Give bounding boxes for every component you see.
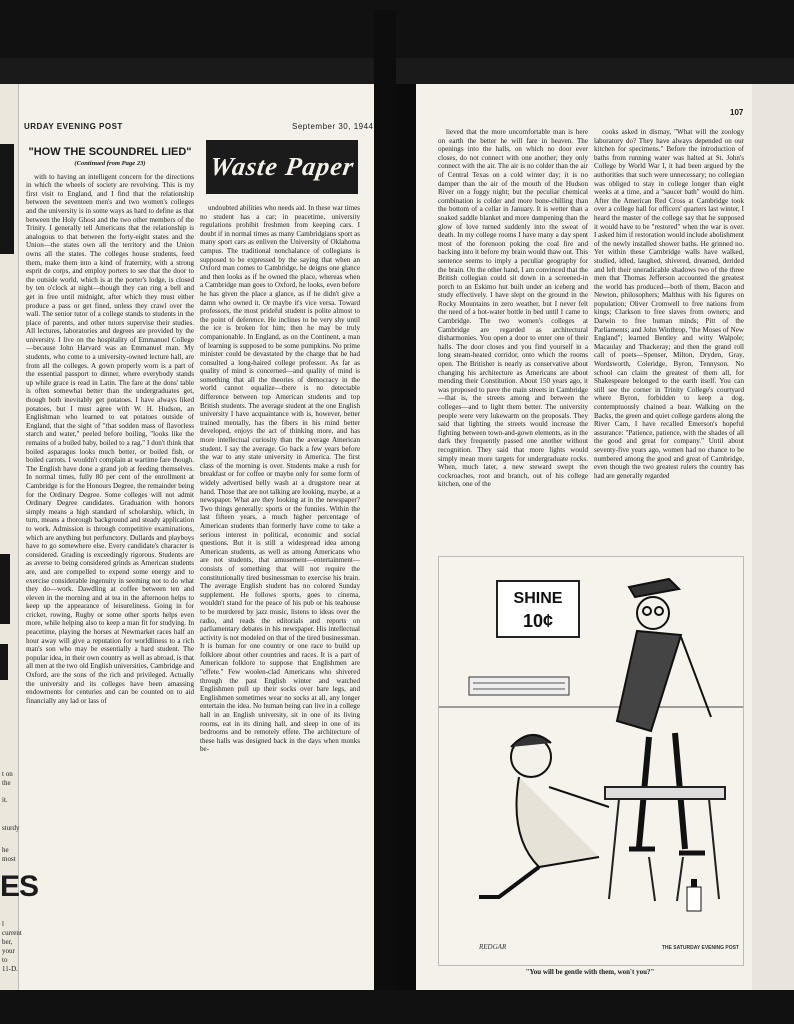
- previous-page-clipping: [0, 84, 39, 990]
- margin-fragment: he most: [2, 846, 16, 864]
- adjacent-page-strip: [752, 84, 794, 990]
- right-page: [416, 84, 752, 990]
- binding-peg: [374, 10, 396, 1024]
- cartoon-credit: THE SATURDAY EVENING POST: [661, 945, 739, 951]
- artist-signature: REDGAR: [479, 943, 507, 951]
- waste-paper-logo: [206, 140, 358, 194]
- margin-fragment: it.: [2, 796, 8, 804]
- logo-text: Waste Paper: [207, 152, 357, 181]
- sign-line-1: SHINE: [513, 590, 563, 607]
- article-body: undoubted abilities who needs aid. In these war times no student has a car; in peacetime, university regulations prohibit freshmen from keeping cars. I doubt if in normal times as many Cambridgians sport as many sport cars as enliven the University of Oklahoma campus. The traditional nonchalance of collegians is supposed to be expressed by the saying that when an Oxford man comes to Cambridge, he deigns one glance and then looks as if he owned the place, whereas when a Cambridge man goes to Oxford, he looks, even before he has given the place a glance, as if he didn't give a damn who owned it. Or maybe it's vice versa. Toward professors, the most prideful student is polite almost to the point of deference. He inclines to be very shy until the ice is broken for him; then he may be truly companionable. In England, as on the Continent, a man of learning is supposed to be some pumpkins. No prime minister could be devastated by the charge that he had consulted a long-haired college professor. As far as quality of mind is concerned—and quality of mind is something that all the theories of democracy in the world cannot equalize—there is no detectable difference between top American students and top British students. The average student at the one English university I have acquaintance with is, however, better trained mentally, has the fibers in his mind better developed, enjoys the act of thinking more, and has more intellectual curiosity than the average American student. I say the average. Go back a few years before the war to any state university in America. The first class of the morning is over. Students make a rush for breakfast or for coffee or maybe only for some form of widely advertised belly wash at a drugstore near at hand. Those that are not talking are looking, maybe, at a newspaper. What are they looking at in the newspaper? Two things generally: sports or the funnies. Within the last fifteen years, a much higher percentage of American students than formerly have come to take a serious interest in political, economic and social questions. But it is still a widespread idea among American students, as well as among Americans who are not students, that amusement—entertainment—consists of something that will not require the constitutionally tired businessman to exercise his brain. The average English student has no colored Sunday supplement. He follows sports, goes to cinema, wouldn't stand for the peace of his pub or his teahouse to be murdered by jazz music, listens to ideas over the radio, and reads the editorials and reports on parliamentary debates in his newspaper. His intellectual activity is not modeled on that of the tired businessman. It is human for one country or one race to build up folklore about other countries and races. It is a part of American folklore to suppose that Englishmen are "effete." Few woolen-clad Americans who shivered through the past English winter and watched Englishmen pull up their socks over bare legs, and Englishmen sometimes wear no socks at all, any longer entertain the idea. No human being can live in a college hall in an English university, sit in one of its living rooms, eat in its dining hall, and sleep in one of its bedrooms and be remotely effete. The architecture of these halls was designed back in the days when monks be-: [200, 204, 360, 754]
- cartoon-caption: "You will be gentle with them, won't you?": [525, 968, 655, 976]
- scanner-frame-bottom: [0, 990, 794, 1024]
- issue-date: September 30, 1944: [292, 122, 374, 131]
- article-title: "HOW THE SCOUNDREL LIED": [28, 146, 192, 158]
- newspaper-stack: [469, 677, 569, 695]
- edge-ink-mark: [0, 144, 14, 254]
- edge-ink-mark: [0, 644, 8, 680]
- shoeshine-boy-figure: [479, 735, 609, 897]
- article-column-3: [438, 128, 588, 548]
- shoeshine-stand: [605, 787, 725, 901]
- edge-ink-mark: [0, 554, 10, 624]
- continued-note: (Continued from Page 23): [74, 160, 146, 167]
- page-gutter: [396, 84, 416, 990]
- shoeshine-cartoon: [438, 556, 744, 966]
- article-column-1: [26, 146, 194, 982]
- cartoon-illustration: [439, 557, 743, 965]
- article-body: cooks asked in dismay, "What will the zoology laboratory do? They have always depended on our kitchen for specimens." Before the introduction of baths from running water was halted at St. John's College by World War I, it had been argued by the authorities that such were unnecessary; no collegian was obliged to stay in college longer than eight weeks at a time, and a "saucer bath" would do him. After the American Red Cross at Cambridge took over a college hall for officers' quarters last winter, I heard the master of the college say that he supposed it would have to be "restored" when the war is over. I asked him if restoration would include abolishment of the newly installed shower baths. He grinned no. Yet within these Cambridge walls have walked, studied, idled, laughed, shivered, dreamed, derided and left their uneradicable shadows two of the three men that Thomas Jefferson accounted the greatest the world has produced—both of them, Bacon and Newton, philosophers; Malthus with his figures on population; Oliver Cromwell to free nations from kings; Clarkson to free slaves from owners; and Darwin to free human minds; Pitt of the Parliaments; and John Winthrop, "the Moses of New England"; learned Bentley and witty Walpole; Macaulay and Thackeray; and then the grand roll call of poets—Spenser, Milton, Dryden, Gray, Wordsworth, Coleridge, Byron, Tennyson. No school can claim the greatest of them all, for Shakespeare belonged to the earth itself. You can still see the corner in Trinity College's courtyard where Byron, forbidden to keep a dog, contemptuously chained a bear. Walking on the Backs, the green and quiet college gardens along the River Cam, I have recalled Emerson's hopeful assurance: "Patience, patience, with the shades of all the good and great for company." Until about seventy-five years ago, women had no chance to be numbered among the good and great of Cambridge, even though the two greatest rulers the country has had are generally regarded: [594, 128, 744, 480]
- margin-big-letters: ES: [0, 870, 39, 903]
- left-page: [0, 84, 374, 990]
- scanner-frame-top: [0, 0, 794, 58]
- polish-bottle: [687, 879, 701, 911]
- margin-small-text: l current ber, your to 11-D.: [2, 920, 22, 974]
- sign-line-2: 10¢: [522, 611, 554, 631]
- article-column-2: [200, 204, 360, 982]
- article-column-4: [594, 128, 744, 548]
- page-number: 107: [730, 108, 744, 117]
- article-body: lieved that the more uncomfortable man is here on earth the better he will fare in heaven. The openings into the halls, on which no door ever closes, do not connect with one another; they only connect with the air. The air is no colder than the air of Central Texas on a cold winter day; it is no damper than the air of the mouth of the Hudson River on a foggy night; but the peculiar chemical combination is colder and more bone-chilling than the bottom of a cellar in January. It is wetter than a soaked saddle blanket and more dampening than the glow of love turned suddenly into the sweat of death. In my college rooms I have many a day spent most of the forenoon poking the coal fire and backing into it before my brain would thaw out. This sentence seems to imply a peculiar geography for the brain. On the other hand, I am convinced that the British collegian could sit down in a screened-in porch to an Eskimo hut built under an iceberg and study effectively. I have slept on the ground in the Rocky Mountains in zero weather, but I never felt the need of a hot-water bottle in bed until I came to Cambridge. The two women's colleges at Cambridge are regarded as architectural disharmonies. You open a door to enter one of their halls. The door closes and you find yourself in a long steam-heated corridor, onto which the rooms open. The Britisher is nearly as conservative about changing his architecture as Americans are about mending their Constitution. About 150 years ago, it was proposed to pave the main streets in Cambridge—that is, the streets among and between the colleges—and to light them better. The university people were very lukewarm on the proposals. They said that lighting the streets would increase the fighting between town-and-gown elements, as in the dark they frequently passed one another without recognition. They said that more lights would simply mean more targets for undergraduate rocks. When, much later, a new steward swept the cockroaches, root and branch, out of his college kitchen, one of the: [438, 128, 588, 489]
- margin-fragment: t on the: [2, 770, 13, 788]
- standing-customer-figure: [617, 579, 711, 853]
- article-body: with to having an intelligent concern for the directions in which the wheels of society are revolving. This is my first visit to England, and I find that the relationship between the seventeen men's and two women's colleges and the university is in some ways as hard to define as that between the Holy Ghost and the two other members of the Trinity. I generally tell Americans that the relationship is analogous to that between the forty-eight states and the Union—the states own all the territory and the Union owns all the states. The colleges house students, feed them, make them into a kind of fraternity, with a strong esprit de corps, and employ porters to see that the door to the outside world, which is at the porter's lodge, is closed by ten o'clock at night—though they can ring a bell and get in free until midnight, after which they must either produce a pass or get fined, unless they crawl over the wall. The senior tutor of a college stands to students in the place of parents, and other tutors supervise their studies. All lectures, laboratories and degrees are provided by the university. I live on the hospitality of Emmanuel College—because John Harvard was an Emmanuel man. My students, who come to a university-owned lecture hall, are from all the colleges. A gown properly worn is a part of the essential passport to dinner, where everybody stands up while grace is read in Latin. The fare at the dons' table is often somewhat better than the undergraduates get, though both inevitably get potatoes. I have always liked potatoes, but I must agree with W. H. Hudson, an Englishman who learned to eat potatoes outside of England, that the sight of "that sodden mass of flavorless starch and water," peeled before boiling, "looks like the remains of a boiled baby, boiled to a rag." I don't think that boiled asparagus looks much better, or boiled fish, or boiled carrots. I wouldn't complain at wartime fare though. The English have done a grand job at feeding themselves. In normal times, fully 80 per cent of the enrollment at Cambridge is for the Honours Degree, the remainder being for the Ordinary Degree. Some colleges will not admit Ordinary Degree candidates. Graduation with honors simply means a high standard of scholarship, which, in turn, means a thorough background and steady application to work. Admission is through competitive examinations, which are anything but perfunctory. Dullards and playboys have to go somewhere else. Every candidate's character is considered. Grading is exceedingly rigorous. Students are as averse to being considered grinds as American students are, and are compelled to expend some energy and to exercise considerable ingenuity in seeming not to do what they do—work. Dawdling at coffee between ten and eleven in the morning and at tea in the afternoon helps to keep up the appearance of leisureliness. Going in for cricket, rowing, Rugby or some other sports helps even more, while helping also to keep a man fit for studying. In peacetime, playing the horses at Newmarket races half an hour away will give a reputation for worldliness to a rich man's son who may be essentially a hard student. The popular idea, in their own country as well as abroad, is that all men at the two old English universities, Cambridge and Oxford, are the sons of the rich and privileged. Actually the university and its colleges have been amassing endowments for centuries and can be counted on to aid financially any lad or lass of: [26, 172, 194, 705]
- margin-fragment: sturdy: [2, 824, 20, 832]
- magazine-header: URDAY EVENING POST: [24, 122, 123, 131]
